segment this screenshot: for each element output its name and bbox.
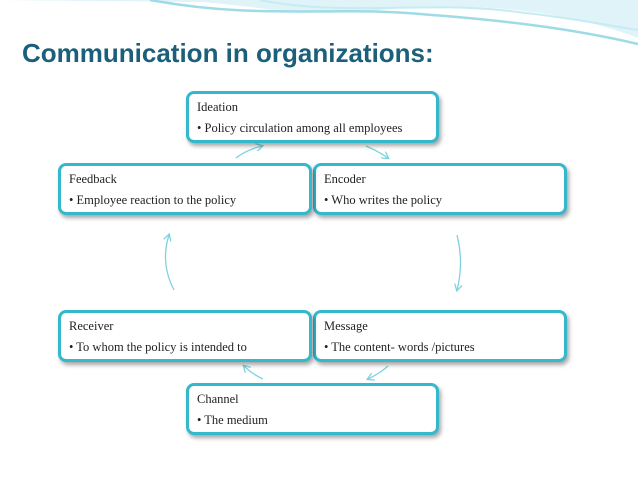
encoder-title: Encoder [324, 172, 366, 186]
arrow-encoder-to-message [457, 235, 461, 290]
feedback-title: Feedback [69, 172, 117, 186]
receiver-box [58, 310, 312, 362]
encoder-box [313, 163, 567, 215]
encoder-bullet: • Who writes the policy [324, 193, 443, 207]
ideation-box [186, 91, 439, 143]
ideation-title: Ideation [197, 100, 238, 114]
feedback-box [58, 163, 312, 215]
receiver-title: Receiver [69, 319, 114, 333]
arrow-ideation-to-encoder [366, 146, 388, 158]
receiver-bullet: • To whom the policy is intended to [69, 340, 247, 354]
feedback-bullet: • Employee reaction to the policy [69, 193, 237, 207]
message-title: Message [324, 319, 368, 333]
channel-box [186, 383, 439, 435]
message-box [313, 310, 567, 362]
arrow-channel-to-receiver [244, 366, 263, 379]
slide-title: Communication in organizations: [22, 38, 434, 68]
channel-title: Channel [197, 392, 239, 406]
arrow-message-to-channel [368, 366, 388, 379]
message-bullet: • The content- words /pictures [324, 340, 475, 354]
channel-bullet: • The medium [197, 413, 268, 427]
ideation-bullet: • Policy circulation among all employees [197, 121, 403, 135]
arrow-feedback-to-ideation [236, 146, 262, 158]
arrow-receiver-to-feedback [165, 235, 174, 290]
